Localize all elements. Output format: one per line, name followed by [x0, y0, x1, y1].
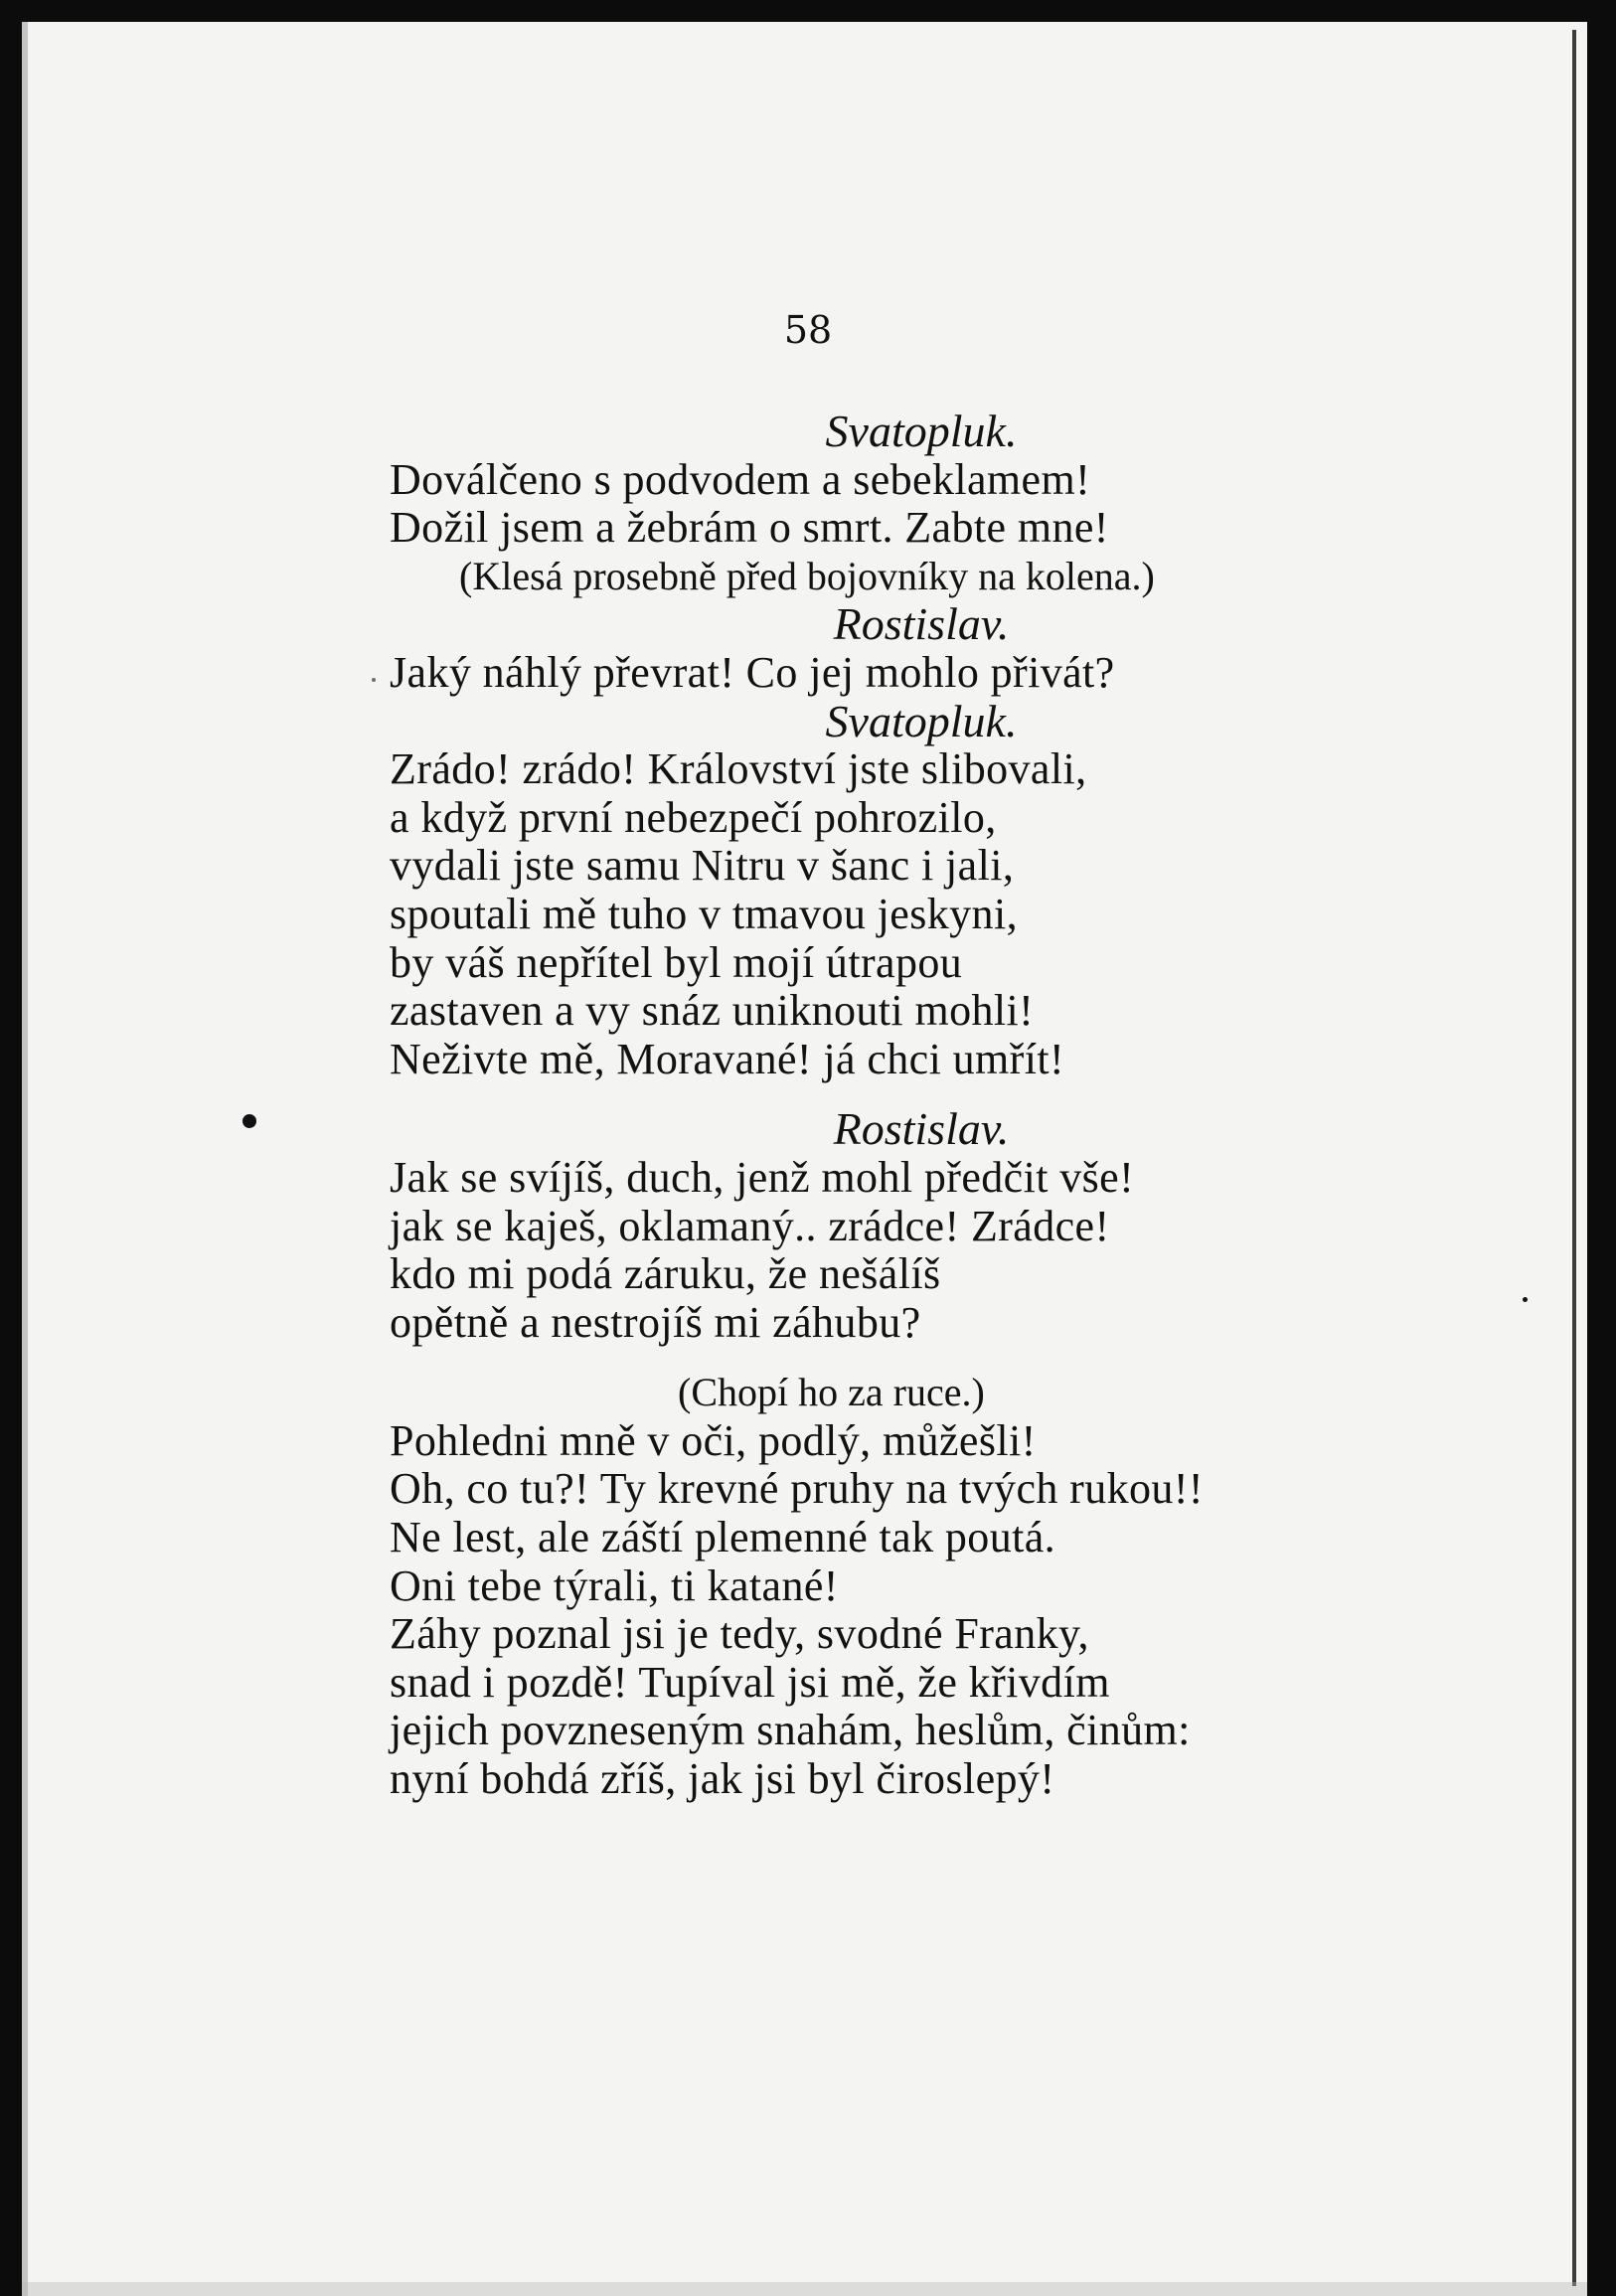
- stage-direction: (Klesá prosebně před bojovníky na kolena.): [459, 553, 1155, 598]
- verse-line: jak se kaješ, oklamaný.. zrádce! Zrádce!: [390, 1201, 1110, 1250]
- verse-line: zastaven a vy snáz uniknouti mohli!: [390, 986, 1035, 1036]
- page-bottom-edge: [22, 2282, 1587, 2296]
- verse-line: Dožil jsem a žebrám o smrt. Zabte mne!: [390, 503, 1109, 553]
- verse-line: Zrádo! zrádo! Království jste slibovali,: [390, 744, 1087, 794]
- verse-line: spoutali mě tuho v tmavou jeskyni,: [390, 889, 1018, 938]
- page-gutter-line: [1572, 30, 1576, 2286]
- verse-line: Oh, co tu?! Ty krevné pruhy na tvých rukou!!: [390, 1464, 1204, 1514]
- verse-line: Pohledni mně v oči, podlý, můžešli!: [390, 1415, 1037, 1465]
- ink-speck: [242, 1114, 256, 1128]
- verse-line: Záhy poznal jsi je tedy, svodné Franky,: [390, 1609, 1089, 1659]
- verse-line: Oni tebe týrali, ti katané!: [390, 1560, 839, 1610]
- stage-direction: (Chopí ho za ruce.): [678, 1370, 985, 1415]
- verse-line: by váš nepřítel byl mojí útrapou: [390, 937, 963, 987]
- verse-line: Ne lest, ale záští plemenné tak poutá.: [390, 1513, 1056, 1562]
- verse-line: opětně a nestrojíš mi záhubu?: [390, 1297, 921, 1347]
- page-inner-edge: [22, 22, 28, 2296]
- verse-line: snad i pozdě! Tupíval jsi mě, že křivdím: [390, 1657, 1110, 1707]
- speaker-name: Svatopluk.: [825, 406, 1018, 456]
- ink-speck: [1523, 1297, 1528, 1302]
- verse-line: Jak se svíjíš, duch, jenž mohl předčit vše!: [390, 1152, 1135, 1202]
- poem-text: [390, 408, 1393, 1804]
- verse-line: jejich povzneseným snahám, heslům, činům:: [390, 1706, 1191, 1755]
- speaker-name: Rostislav.: [833, 1103, 1010, 1155]
- stanza-gap: [390, 1347, 1393, 1369]
- verse-line: vydali jste samu Nitru v šanc i jali,: [390, 841, 1015, 891]
- ink-speck: [372, 678, 376, 682]
- speaker-name: Rostislav.: [833, 598, 1010, 650]
- speaker-name: Svatopluk.: [825, 695, 1018, 746]
- verse-line: Neživte mě, Moravané! já chci umřít!: [390, 1034, 1064, 1083]
- scan-border-top: [0, 0, 1616, 22]
- verse-line: Doválčeno s podvodem a sebeklamem!: [390, 454, 1091, 504]
- verse-line: a když první nebezpečí pohrozilo,: [390, 792, 997, 842]
- verse-line: kdo mi podá záruku, že nešálíš: [390, 1249, 941, 1299]
- verse-line: nyní bohdá zříš, jak jsi byl čiroslepý!: [390, 1754, 1055, 1804]
- verse-line: Jaký náhlý převrat! Co jej mohlo přivát?: [390, 647, 1115, 697]
- stanza-gap: [390, 1083, 1393, 1105]
- page-number: 58: [783, 308, 833, 352]
